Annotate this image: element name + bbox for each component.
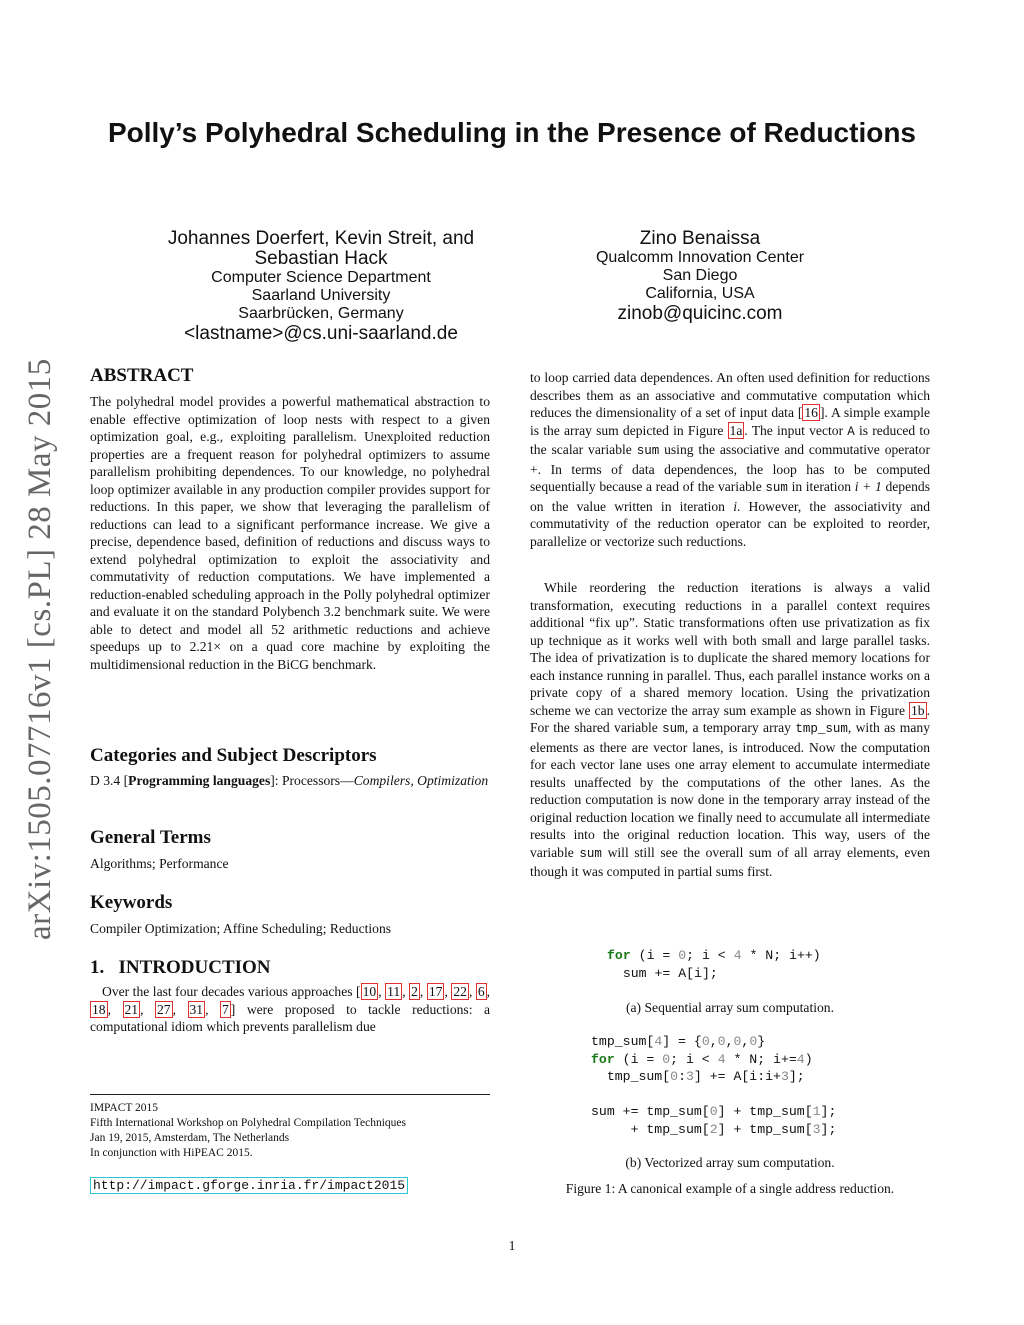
footnote-line4: In conjunction with HiPEAC 2015. bbox=[90, 1147, 253, 1159]
categories-middle: ]: Processors— bbox=[270, 773, 354, 788]
math-inline: i + 1 bbox=[854, 479, 882, 494]
intro-after: were proposed to tackle reductions: a computational idiom which prevents parallelism due bbox=[90, 1001, 491, 1034]
code-inline: sum bbox=[765, 481, 788, 495]
arxiv-stamp: arXiv:1505.07716v1 [cs.PL] 28 May 2015 bbox=[22, 358, 58, 940]
citation-link[interactable]: 31 bbox=[189, 1001, 204, 1017]
citation-link[interactable]: 21 bbox=[124, 1001, 139, 1017]
caption-a: (a) Sequential array sum computation. bbox=[626, 1000, 834, 1015]
author-block-right bbox=[555, 229, 845, 324]
text: using the associative and commutative operator +. In terms of data dependences, the loop has to be computed sequentially because a read of the variable bbox=[530, 442, 930, 494]
text: to loop carried data dependences. An often used definition for reductions describes them as an associative and commutative computation which reduces the dimensionality of a set of input data bbox=[530, 370, 930, 420]
code-inline: sum bbox=[636, 444, 660, 458]
text: will still see the overall sum of all array elements, even though it was computed in partial sums first. bbox=[530, 844, 930, 879]
citation-link[interactable]: 27 bbox=[157, 1001, 171, 1017]
categories-prefix: D 3.4 [ bbox=[90, 773, 129, 788]
code-listing-a: for (i = 0; i < 4 * N; i++) sum += A[i]; bbox=[607, 948, 821, 981]
affiliation-right-line3: California, USA bbox=[645, 285, 755, 302]
text: in iteration bbox=[791, 479, 852, 494]
code-inline: sum bbox=[579, 846, 602, 861]
affiliation-right-line1: Qualcomm Innovation Center bbox=[595, 249, 805, 266]
citation-link[interactable]: 17 bbox=[428, 984, 443, 999]
text: . However, the associativity and commutativity of the reduction operator can be exploited to reorder, parallelize or vectorize such reductions. bbox=[530, 498, 931, 549]
author-email-left: <lastname>@cs.uni-saarland.de bbox=[184, 323, 458, 344]
text: . A simple example is the array sum depicted in Figure bbox=[530, 405, 930, 438]
general-terms-text: Algorithms; Performance bbox=[90, 856, 229, 871]
text: , with as many elements as there are vector lanes, is introduced. Now the computation for each vector lane uses one array element to accumulate intermediate results unaffected by the computations of the other lanes. As the reduction computation is now done in the temporary array instead of the original reduction location we finally need to accumulate all intermediate results into the original reduction location. This way, users of the variable bbox=[530, 720, 930, 860]
author-block-left bbox=[120, 229, 522, 344]
citation-link[interactable]: 10 bbox=[362, 984, 377, 999]
intro-heading: 1. INTRODUCTION bbox=[90, 957, 271, 978]
author-name-right: Zino Benaissa bbox=[639, 228, 761, 249]
right-col-para1: to loop carried data dependences. An often used definition for reductions describes them as an associative and commutative computation which reduces the dimensionality of a set of input data [ 16 ]. A simple example is the array sum depicted in Figure 1a . The input vector A is reduced to the scalar variable sum using the associative and commutative operator +. In terms of data dependences, the loop has to be computed sequentially because a read of the variable sum in iteration i + 1 depends on the value written in iteration i. However, the associativity and commutativity of the reduction operator can be exploited to reorder, parallelize or vectorize such reductions. bbox=[530, 370, 931, 549]
intro-before: Over the last four decades various approaches bbox=[102, 984, 353, 999]
footnote bbox=[90, 1101, 510, 1161]
intro-text: Over the last four decades various approaches [ 10 , 11 , 2 , 17 , 22 , 6 , 18 , 21 , 27 , 31 , 7 ] were proposed to tackle reductions: a computational idiom which prevents parallelism due bbox=[90, 984, 491, 1034]
footnote-line1: IMPACT 2015 bbox=[90, 1102, 159, 1114]
citation-link[interactable]: 7 bbox=[222, 1001, 229, 1017]
right-col-para2 bbox=[530, 579, 930, 881]
code-inline: sum bbox=[662, 722, 685, 736]
text: While reordering the reduction iterations is always a valid transformation, executing reductions in a parallel context requires additional “fix up”. Static transformations often use privatization as fix up technique as it works well with both small and large parallel tasks. The idea of privatization is to duplicate the shared memory locations for each instance running in parallel. Thus, each parallel instance works on a private copy of a shared memory location. Using the privatization scheme we can vectorize the array sum example as shown in Figure bbox=[530, 580, 930, 718]
caption-b: (b) Vectorized array sum computation. bbox=[625, 1155, 835, 1170]
categories-text bbox=[90, 772, 490, 790]
figure-caption: Figure 1: A canonical example of a single address reduction. bbox=[565, 1181, 895, 1196]
impact-url-link[interactable]: http://impact.gforge.inria.fr/impact2015 bbox=[90, 1177, 408, 1194]
author-names-line2: Sebastian Hack bbox=[254, 248, 388, 269]
categories-heading: Categories and Subject Descriptors bbox=[90, 745, 377, 766]
footnote-line2: Fifth International Workshop on Polyhedral Compilation Techniques bbox=[90, 1117, 406, 1129]
page-number: 1 bbox=[508, 1238, 516, 1253]
citation-link[interactable]: 2 bbox=[411, 984, 418, 999]
abstract-heading: ABSTRACT bbox=[90, 365, 194, 386]
citation-link[interactable]: 16 bbox=[804, 405, 818, 420]
abstract-text: The polyhedral model provides a powerful mathematical abstraction to enable effective optimization of loop nests with respect to a given optimization goal, e.g., exploiting parallelism. Unexploited reduction properties are a frequent reason for polyhedral optimizers to assume parallelism prohibiting dependences. To our knowledge, no polyhedral loop optimizer available in any production compiler provides support for reductions. In this paper, we show that leveraging the parallelism of reductions can lead to a significant performance increase. We give a precise, dependence based, definition of reductions and discuss ways to extend polyhedral optimization to exploit the associativity and commutativity of reduction computations. We have implemented a reduction-enabled scheduling approach in the Polly polyhedral optimizer and evaluate it on the standard Polybench 3.2 benchmark suite. We were able to detect and model all 52 arithmetic reductions and achieve speedups up to 2.21× on a quad core machine by exploiting the multidimensional reduction in the BiCG benchmark. bbox=[90, 394, 490, 672]
keywords-heading: Keywords bbox=[90, 892, 173, 913]
general-terms-heading: General Terms bbox=[90, 827, 211, 848]
affiliation-right-line2: San Diego bbox=[662, 267, 738, 284]
text: is reduced to the scalar variable bbox=[530, 422, 930, 457]
citation-link[interactable]: 6 bbox=[477, 984, 485, 999]
citation-link[interactable]: 22 bbox=[453, 984, 467, 999]
citation-link[interactable]: 11 bbox=[387, 984, 401, 999]
figure-ref-link[interactable]: 1a bbox=[729, 422, 743, 438]
affiliation-line3: Saarbrücken, Germany bbox=[238, 305, 404, 322]
footnote-line3: Jan 19, 2015, Amsterdam, The Netherlands bbox=[90, 1132, 290, 1144]
author-names-line1: Johannes Doerfert, Kevin Streit, and bbox=[167, 228, 475, 249]
citation-link[interactable]: 18 bbox=[92, 1001, 106, 1017]
text: . The input vector bbox=[744, 422, 844, 438]
code-inline: tmp_sum bbox=[795, 722, 848, 736]
text: . For the shared variable bbox=[530, 702, 930, 735]
figure-ref-link[interactable]: 1b bbox=[910, 702, 925, 718]
author-email-right: zinob@quicinc.com bbox=[617, 303, 783, 324]
affiliation-line2: Saarland University bbox=[251, 287, 391, 304]
footnote-rule bbox=[90, 1094, 490, 1095]
text: depends on the value written in iteration bbox=[530, 479, 930, 514]
code-listing-b: tmp_sum[4] = {0,0,0,0} for (i = 0; i < 4 * N; i+=4) tmp_sum[0:3] += A[i:i+3]; sum += tmp_sum[0] + tmp_sum[1]; + tmp_sum[2] + tmp_sum[3]; bbox=[591, 1034, 837, 1137]
keywords-text: Compiler Optimization; Affine Scheduling; Reductions bbox=[90, 921, 392, 936]
categories-italic: Compilers, Optimization bbox=[353, 773, 489, 788]
code-inline: A bbox=[847, 424, 855, 439]
categories-bold: Programming languages bbox=[128, 773, 271, 788]
affiliation-line1: Computer Science Department bbox=[211, 269, 431, 286]
math-inline: i bbox=[733, 498, 737, 514]
text: , a temporary array bbox=[684, 720, 791, 735]
paper-title: Polly’s Polyhedral Scheduling in the Presence of Reductions bbox=[107, 117, 917, 148]
